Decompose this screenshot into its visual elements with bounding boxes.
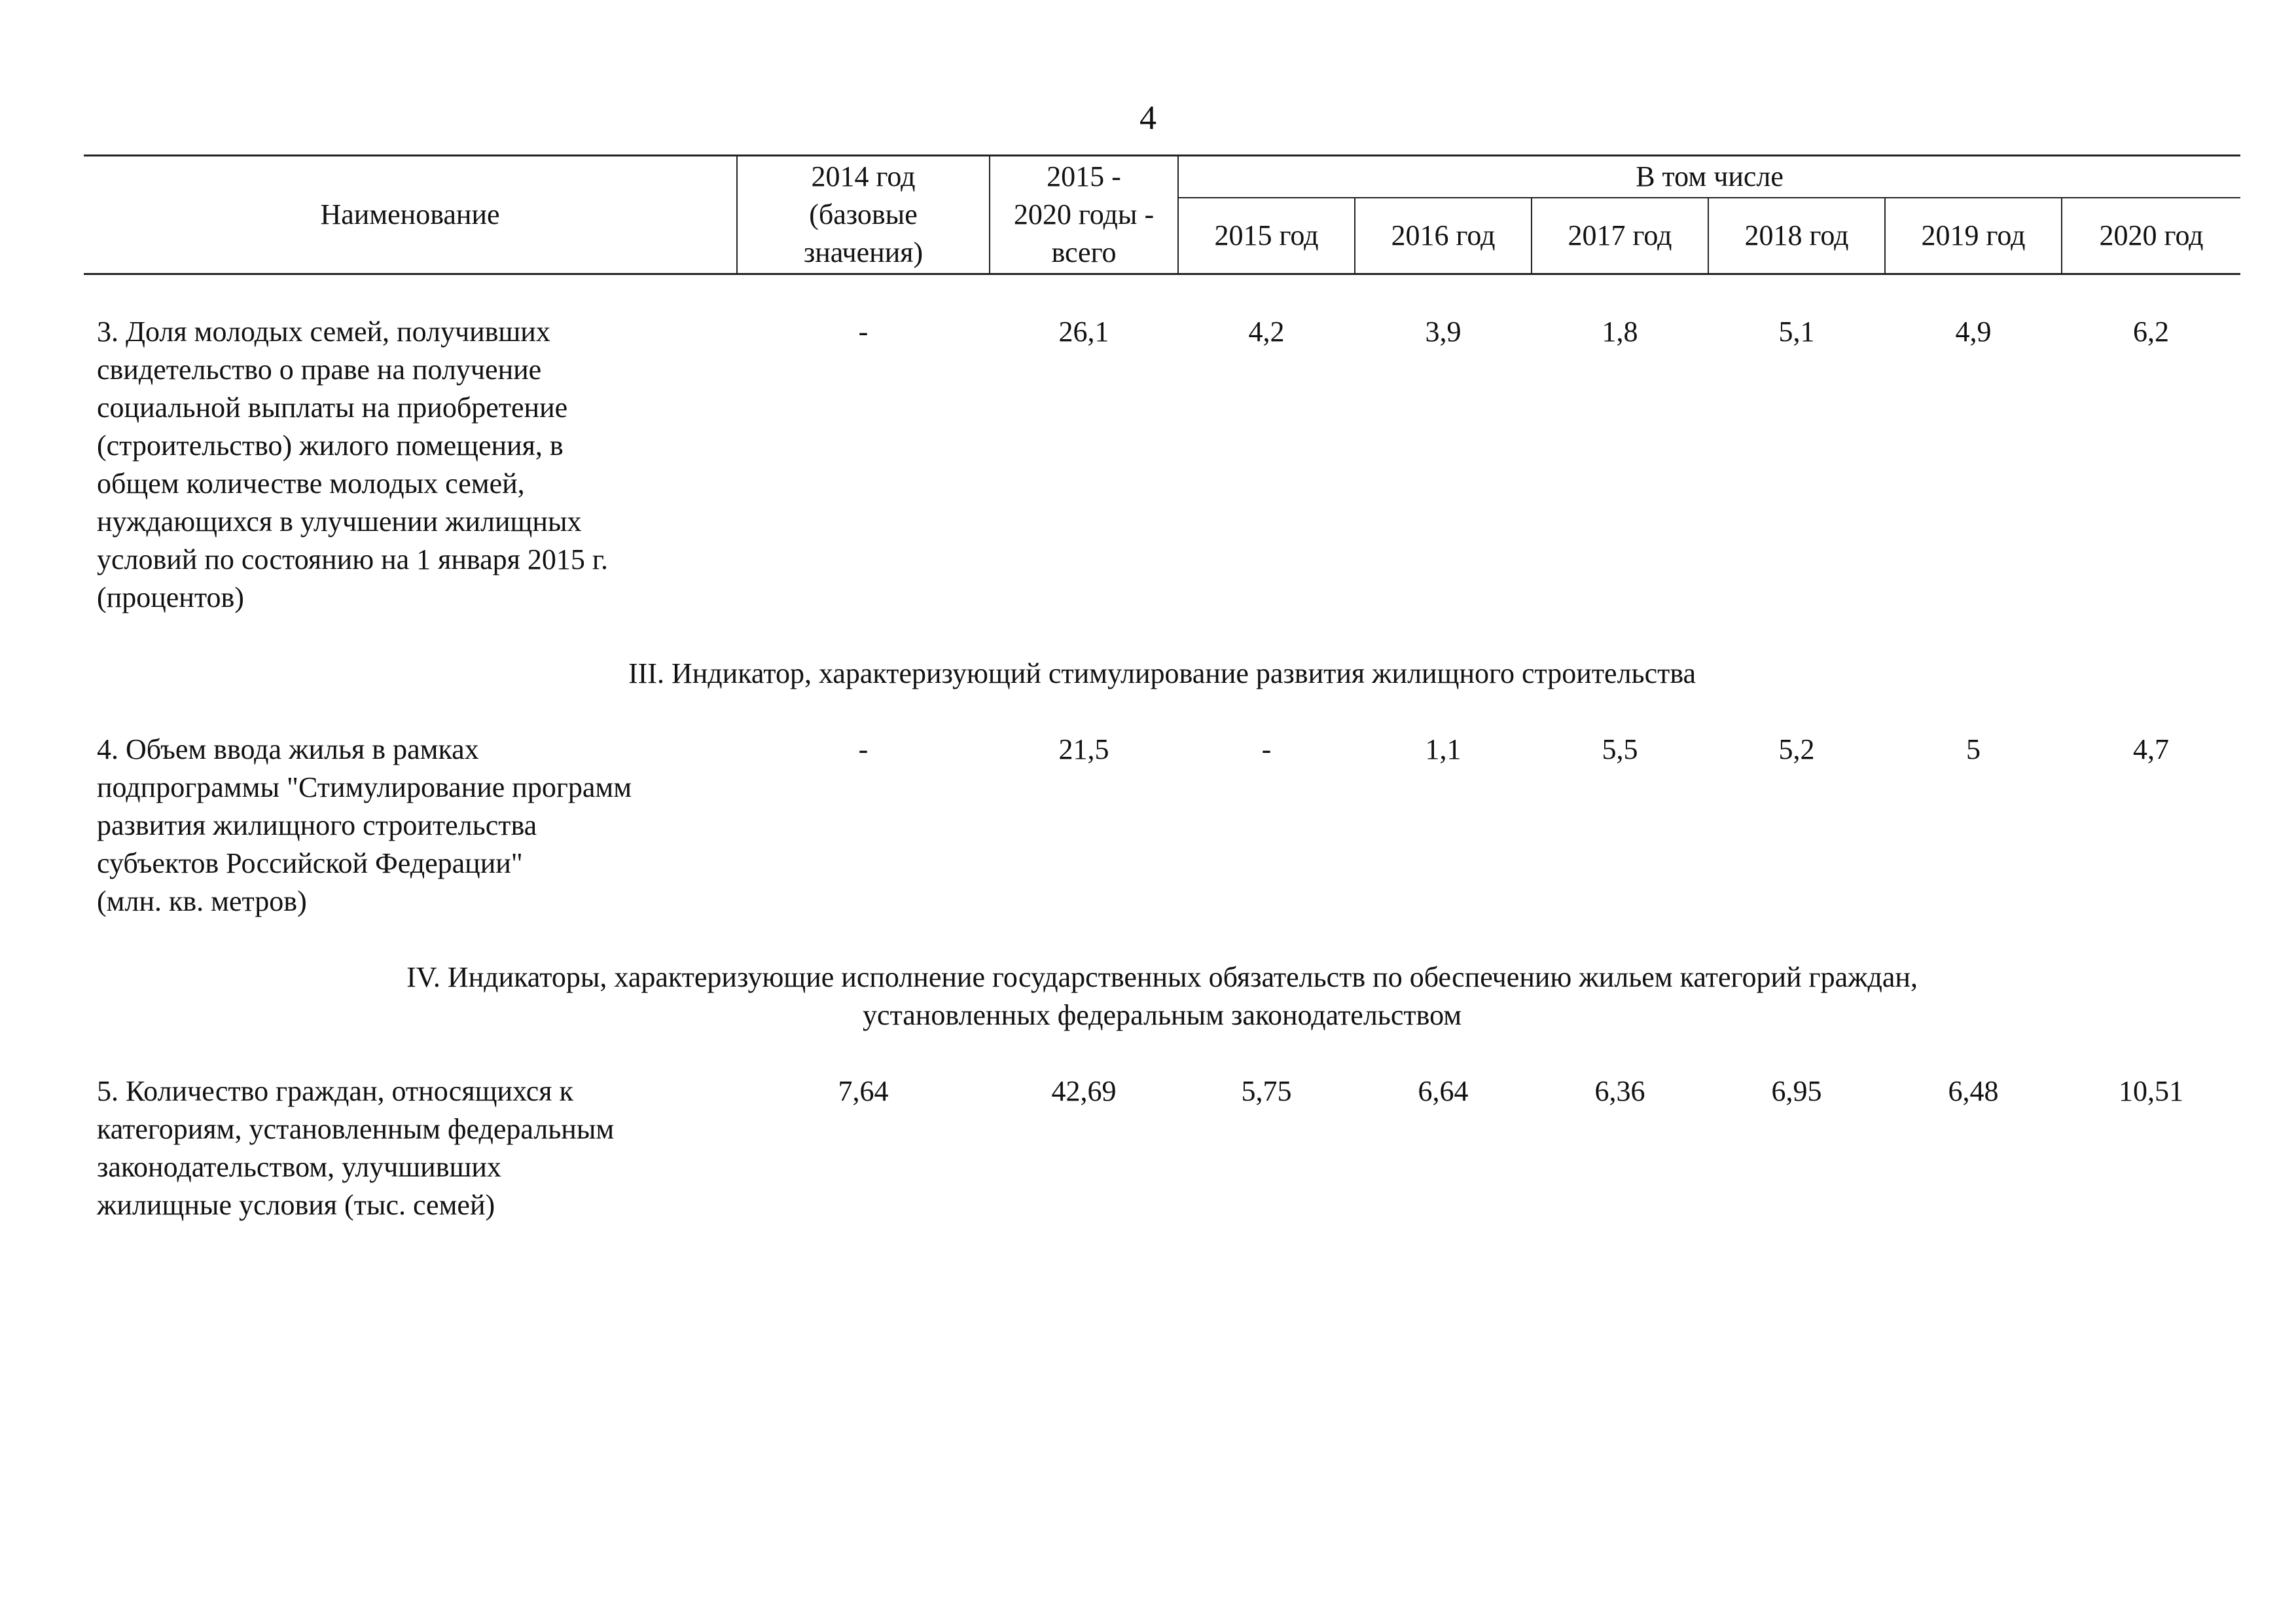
section-heading-line: установленных федеральным законодательством — [862, 999, 1462, 1031]
header-year: 2018 год — [1708, 198, 1885, 274]
year-value: 4,2 — [1248, 316, 1285, 348]
header-including: В том числе — [1178, 156, 2240, 198]
year-value: 5,75 — [1241, 1075, 1292, 1107]
indicator-name-line: 4. Объем ввода жилья в рамках — [97, 733, 479, 765]
year-value: 1,8 — [1602, 316, 1638, 348]
year-value: 5,1 — [1778, 316, 1815, 348]
header-year: 2015 год — [1178, 198, 1355, 274]
year-value: 6,48 — [1948, 1075, 1999, 1107]
indicator-name-line: 5. Количество граждан, относящихся к — [97, 1075, 573, 1107]
year-value: 3,9 — [1425, 316, 1462, 348]
year-value: 10,51 — [2119, 1075, 2184, 1107]
table-body — [84, 274, 2240, 1225]
section-heading — [84, 655, 2240, 693]
indicator-name-line: нуждающихся в улучшении жилищных — [97, 505, 582, 538]
header-total — [990, 156, 1178, 274]
year-value: 6,36 — [1594, 1075, 1645, 1107]
indicator-name-line: социальной выплаты на приобретение — [97, 392, 568, 424]
section-heading-line: III. Индикатор, характеризующий стимулирование развития жилищного строительства — [628, 657, 1696, 689]
header-total-line: всего — [1051, 236, 1117, 268]
indicator-name-line: подпрограммы "Стимулирование программ — [97, 771, 632, 803]
section-heading-line: IV. Индикаторы, характеризующие исполнение государственных обязательств по обеспечению жильем категорий граждан, — [406, 961, 1918, 993]
section-heading-row — [84, 958, 2240, 1034]
indicator-name-line: жилищные условия (тыс. семей) — [97, 1189, 495, 1221]
indicators-table — [84, 155, 2240, 1224]
header-year: 2017 год — [1532, 198, 1708, 274]
base-value: - — [858, 733, 869, 765]
header-year: 2016 год — [1355, 198, 1532, 274]
year-value: 6,95 — [1771, 1075, 1822, 1107]
indicator-name-line: 3. Доля молодых семей, получивших — [97, 316, 550, 348]
base-value: 7,64 — [838, 1075, 889, 1107]
year-value: 5 — [1966, 733, 1981, 765]
year-value: 4,9 — [1955, 316, 1992, 348]
total-value: 21,5 — [1058, 733, 1109, 765]
indicator-name-line: условий по состоянию на 1 января 2015 г. — [97, 543, 608, 575]
year-value: 1,1 — [1425, 733, 1462, 765]
year-value: 6,64 — [1418, 1075, 1469, 1107]
indicator-name-line: общем количестве молодых семей, — [97, 467, 525, 500]
base-value: - — [858, 316, 869, 348]
total-value: 26,1 — [1058, 316, 1109, 348]
indicator-name-line: (строительство) жилого помещения, в — [97, 429, 564, 462]
header-base-line: значения) — [803, 236, 924, 268]
indicator-name — [84, 731, 737, 921]
header-name: Наименование — [84, 156, 737, 274]
year-value: 4,7 — [2133, 733, 2170, 765]
table-row — [84, 1072, 2240, 1224]
table-row — [84, 731, 2240, 921]
year-value: 5,5 — [1602, 733, 1638, 765]
header-total-line: 2020 годы - — [1013, 198, 1155, 230]
section-heading — [84, 958, 2240, 1034]
header-base-values — [737, 156, 990, 274]
table-header — [84, 156, 2240, 274]
indicator-name-line: (млн. кв. метров) — [97, 885, 307, 917]
header-base-line: 2014 год — [811, 160, 916, 192]
indicator-name-line: свидетельство о праве на получение — [97, 354, 542, 386]
header-year: 2020 год — [2062, 198, 2240, 274]
year-value: - — [1261, 733, 1272, 765]
header-year: 2019 год — [1885, 198, 2062, 274]
indicator-name-line: (процентов) — [97, 581, 244, 613]
indicator-name-line: категориям, установленным федеральным — [97, 1113, 615, 1145]
total-value: 42,69 — [1051, 1075, 1117, 1107]
table-row — [84, 313, 2240, 617]
indicator-name-line: развития жилищного строительства — [97, 809, 537, 841]
page-number: 4 — [1139, 100, 1157, 137]
indicator-name — [84, 1072, 737, 1224]
year-value: 5,2 — [1778, 733, 1815, 765]
indicator-name — [84, 313, 737, 617]
indicator-name-line: субъектов Российской Федерации" — [97, 847, 523, 879]
header-total-line: 2015 - — [1047, 160, 1121, 192]
section-heading-row — [84, 655, 2240, 693]
indicator-name-line: законодательством, улучшивших — [97, 1151, 501, 1183]
header-base-line: (базовые — [809, 198, 918, 230]
year-value: 6,2 — [2133, 316, 2170, 348]
